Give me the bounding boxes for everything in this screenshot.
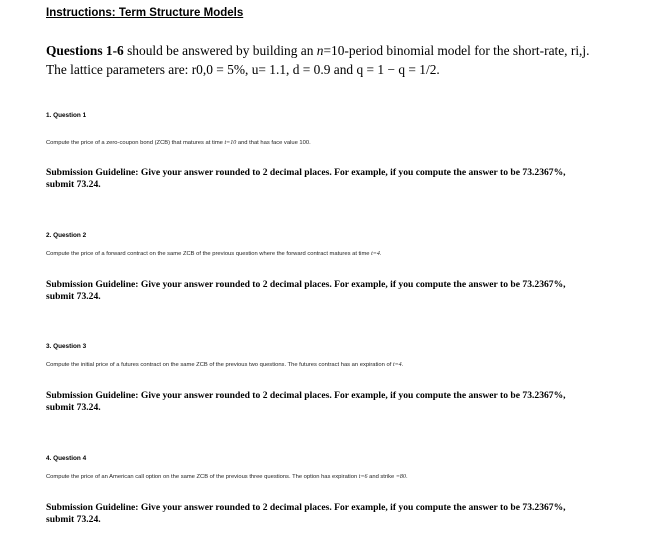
question-1-text-before: Compute the price of a zero-coupon bond (ZCB) that matures at time bbox=[46, 140, 225, 146]
document-title: Instructions: Term Structure Models bbox=[46, 7, 244, 19]
intro-line-1-text: should be answered by building an bbox=[123, 43, 317, 58]
guideline-line-2: submit 73.24. bbox=[46, 178, 101, 190]
question-3-heading: 3. Question 3 bbox=[46, 343, 87, 350]
question-4-heading: 4. Question 4 bbox=[46, 455, 87, 462]
question-4-text bbox=[46, 474, 408, 480]
guideline-line-2: submit 73.24. bbox=[46, 513, 101, 525]
intro-line-1 bbox=[46, 41, 636, 60]
guideline-line-2: submit 73.24. bbox=[46, 290, 101, 302]
question-4-text-after: and strike bbox=[367, 474, 396, 480]
intro-line-1-tail: =10-period binomial model for the short-rate, ri,j. bbox=[323, 43, 590, 58]
question-4-math-strike: =80 bbox=[395, 474, 406, 480]
question-4-text-before: Compute the price of an American call option on the same ZCB of the previous three questions. The option has expiration bbox=[46, 474, 359, 480]
guideline-line-2: submit 73.24. bbox=[46, 401, 101, 413]
intro-paragraph bbox=[46, 41, 636, 79]
question-3-text-after: . bbox=[401, 362, 404, 368]
question-1-text-after: and that has face value 100. bbox=[236, 140, 311, 146]
guideline-line-1: Submission Guideline: Give your answer rounded to 2 decimal places. For example, if you compute the answer to be 73.2367%, bbox=[46, 279, 566, 290]
question-4-guideline bbox=[46, 502, 606, 525]
question-3-text bbox=[46, 362, 403, 368]
question-3-math: t=4 bbox=[392, 362, 402, 368]
question-4-math: t=6 bbox=[358, 474, 368, 480]
question-1-guideline bbox=[46, 167, 606, 190]
question-2-guideline bbox=[46, 279, 606, 302]
question-2-text bbox=[46, 251, 381, 257]
question-3-text-before: Compute the initial price of a futures contract on the same ZCB of the previous two questions. The futures contract has an expiration of bbox=[46, 362, 393, 368]
question-2-heading: 2. Question 2 bbox=[46, 232, 87, 239]
guideline-line-1: Submission Guideline: Give your answer rounded to 2 decimal places. For example, if you compute the answer to be 73.2367%, bbox=[46, 502, 566, 513]
question-1-text bbox=[46, 140, 311, 146]
question-4-text-after-2: . bbox=[405, 474, 408, 480]
question-3-guideline bbox=[46, 390, 606, 413]
question-1-heading: 1. Question 1 bbox=[46, 112, 87, 119]
intro-n-symbol: n bbox=[316, 43, 324, 58]
question-2-text-after: . bbox=[379, 251, 382, 257]
intro-questions-range: Questions 1-6 bbox=[46, 43, 124, 58]
intro-line-2: The lattice parameters are: r0,0 = 5%, u= 1.1, d = 0.9 and q = 1 − q = 1/2. bbox=[46, 62, 440, 77]
question-2-text-before: Compute the price of a forward contract on the same ZCB of the previous question where the forward contract matures at time bbox=[46, 251, 372, 257]
question-2-math: t=4 bbox=[371, 251, 380, 257]
guideline-line-1: Submission Guideline: Give your answer rounded to 2 decimal places. For example, if you compute the answer to be 73.2367%, bbox=[46, 167, 566, 178]
guideline-line-1: Submission Guideline: Give your answer rounded to 2 decimal places. For example, if you compute the answer to be 73.2367%, bbox=[46, 390, 566, 401]
question-1-math: t=10 bbox=[224, 140, 237, 146]
